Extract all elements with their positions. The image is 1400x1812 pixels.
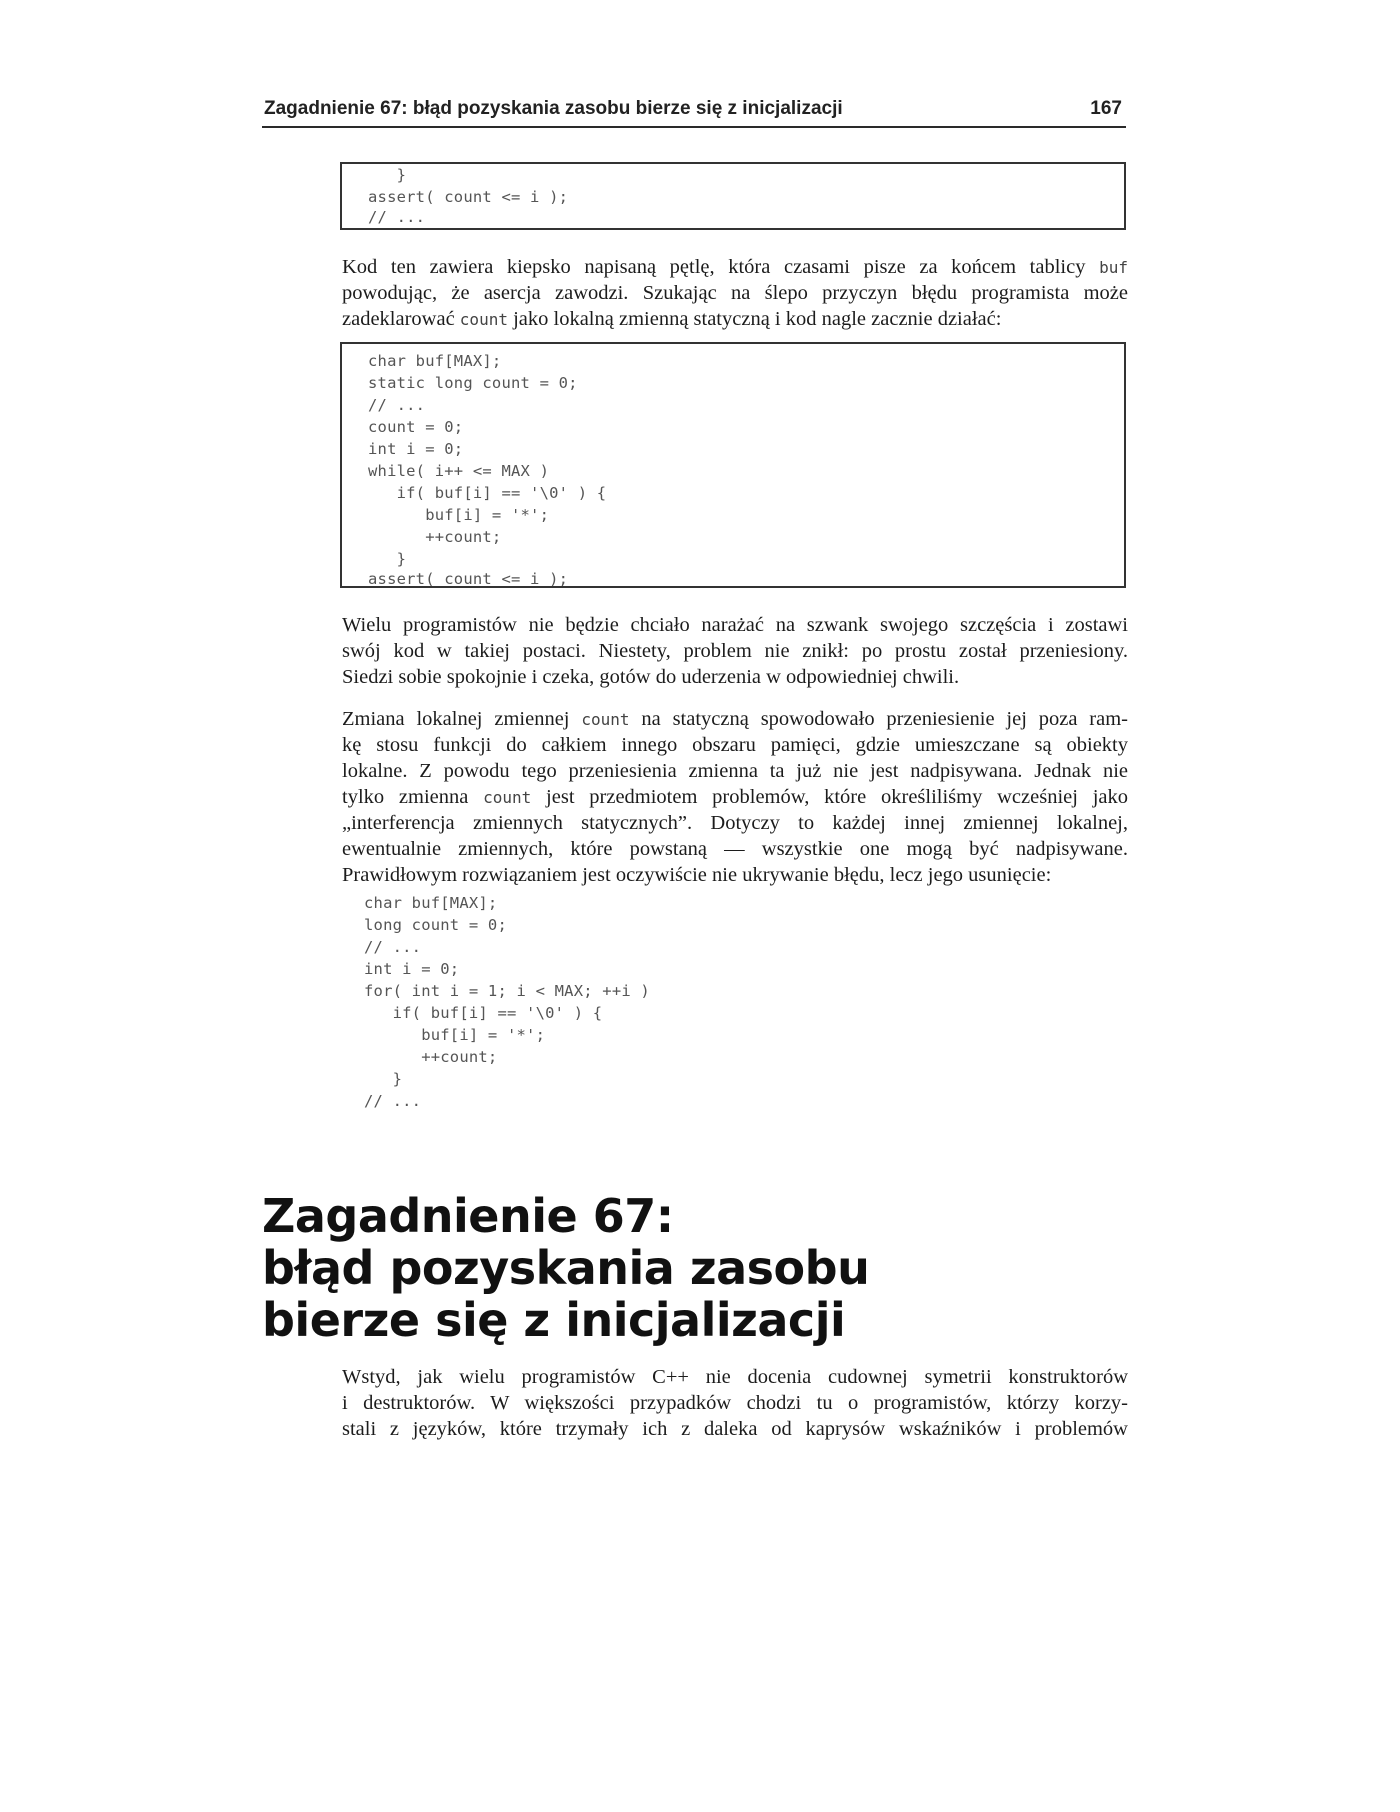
- code-line: if( buf[i] == '\0' ) {: [364, 1004, 603, 1022]
- code-line: ++count;: [368, 528, 502, 546]
- text-line: „interferencja zmiennych statycznych”. Dotyczy to każdej innej zmiennej lokalnej,: [342, 812, 1128, 834]
- text-line: Kod ten zawiera kiepsko napisaną pętlę, która czasami pisze za końcem tablicy buf: [342, 256, 1128, 278]
- running-header-title: Zagadnienie 67: błąd pozyskania zasobu bierze się z inicjalizacji: [264, 98, 843, 119]
- page-number: 167: [1090, 98, 1122, 119]
- code-line: // ...: [364, 938, 422, 956]
- code-line: // ...: [368, 208, 426, 226]
- code-line: ++count;: [364, 1048, 498, 1066]
- running-header: [262, 96, 1126, 128]
- code-line: buf[i] = '*';: [368, 506, 550, 524]
- code-line: buf[i] = '*';: [364, 1026, 546, 1044]
- text-line: Prawidłowym rozwiązaniem jest oczywiście nie ukrywanie błędu, lecz jego usunięcie:: [342, 864, 1052, 886]
- text-line: zadeklarować count jako lokalną zmienną statyczną i kod nagle zacznie działać:: [342, 308, 1002, 330]
- paragraph-3: [342, 706, 1128, 888]
- text-line: tylko zmienna count jest przedmiotem problemów, które określiliśmy wcześniej jako: [342, 786, 1128, 808]
- code-line: count = 0;: [368, 418, 464, 436]
- text-line: i destruktorów. W większości przypadków chodzi tu o programistów, którzy korzy-: [342, 1392, 1128, 1414]
- text-line: Wielu programistów nie będzie chciało narażać na szwank swojego szczęścia i zostawi: [342, 614, 1128, 636]
- paragraph-4: [342, 1364, 1128, 1442]
- code-line: for( int i = 1; i < MAX; ++i ): [364, 982, 650, 1000]
- text-line: ewentualnie zmiennych, które powstaną — wszystkie one mogą być nadpisywane.: [342, 838, 1128, 860]
- code-line: char buf[MAX];: [364, 894, 498, 912]
- code-line: assert( count <= i );: [368, 188, 569, 206]
- section-title-line: Zagadnienie 67:: [262, 1189, 674, 1243]
- section-title-line: bierze się z inicjalizacji: [262, 1293, 846, 1347]
- code-line: assert( count <= i );: [368, 570, 569, 588]
- code-line: // ...: [368, 396, 426, 414]
- code-line: int i = 0;: [368, 440, 464, 458]
- code-line: }: [364, 1070, 403, 1088]
- code-line: }: [368, 550, 407, 568]
- text-line: stali z języków, które trzymały ich z daleka od kaprysów wskaźników i problemów: [342, 1418, 1128, 1440]
- text-line: swój kod w takiej postaci. Niestety, problem nie znikł: po prostu został przeniesiony.: [342, 640, 1128, 662]
- text-line: Wstyd, jak wielu programistów C++ nie docenia cudownej symetrii konstruktorów: [342, 1366, 1128, 1388]
- section-title-line: błąd pozyskania zasobu: [262, 1241, 870, 1295]
- code-line: }: [368, 166, 407, 184]
- text-line: Zmiana lokalnej zmiennej count na statyczną spowodowało przeniesienie jej poza ram-: [342, 708, 1129, 730]
- section-title: [262, 1190, 1122, 1346]
- code-block-1: [340, 162, 1126, 230]
- code-block-2: [340, 342, 1126, 588]
- code-line: while( i++ <= MAX ): [368, 462, 550, 480]
- code-line: char buf[MAX];: [368, 352, 502, 370]
- code-line: long count = 0;: [364, 916, 507, 934]
- paragraph-1: [342, 254, 1128, 332]
- code-line: if( buf[i] == '\0' ) {: [368, 484, 607, 502]
- text-line: powodując, że asercja zawodzi. Szukając na ślepo przyczyn błędu programista może: [342, 282, 1128, 304]
- text-line: kę stosu funkcji do całkiem innego obszaru pamięci, gdzie umieszczane są obiekty: [342, 734, 1128, 756]
- code-line: // ...: [364, 1092, 422, 1110]
- paragraph-2: [342, 612, 1128, 690]
- text-line: Siedzi sobie spokojnie i czeka, gotów do uderzenia w odpowiedniej chwili.: [342, 666, 960, 688]
- code-line: static long count = 0;: [368, 374, 578, 392]
- code-line: int i = 0;: [364, 960, 460, 978]
- text-line: lokalne. Z powodu tego przeniesienia zmienna ta już nie jest nadpisywana. Jednak nie: [342, 760, 1128, 782]
